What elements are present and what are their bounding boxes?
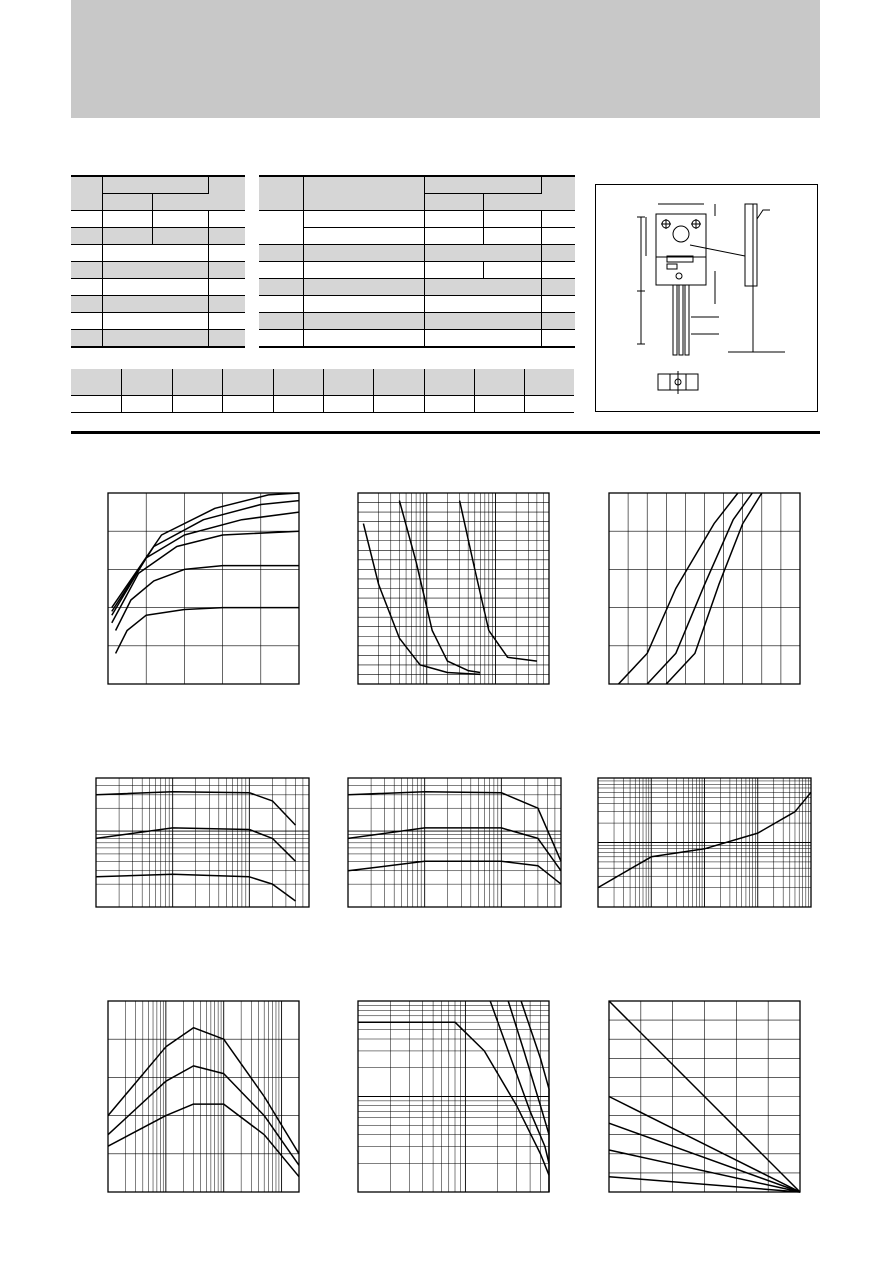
section-rule bbox=[71, 431, 820, 434]
package-outline-drawing bbox=[595, 184, 818, 412]
chart-9 bbox=[609, 1001, 800, 1192]
chart-series-line bbox=[112, 493, 299, 608]
chart-gridlines bbox=[358, 1001, 549, 1192]
chart-series-line bbox=[116, 608, 299, 654]
header-band bbox=[71, 0, 820, 118]
chart-series-line bbox=[647, 493, 752, 684]
chart-6 bbox=[598, 778, 811, 907]
chart-4 bbox=[96, 778, 309, 907]
chart-gridlines bbox=[108, 493, 299, 684]
chart-series-line bbox=[348, 861, 561, 884]
chart-3 bbox=[609, 493, 800, 684]
chart-8 bbox=[358, 1001, 549, 1192]
chart-gridlines bbox=[108, 1001, 299, 1192]
chart-gridlines bbox=[598, 778, 811, 907]
chart-series-line bbox=[108, 1104, 299, 1177]
chart-series-line bbox=[112, 512, 299, 615]
chart-gridlines bbox=[358, 493, 549, 684]
chart-series-line bbox=[112, 501, 299, 612]
chart-1 bbox=[108, 493, 299, 684]
chart-5 bbox=[348, 778, 561, 907]
chart-series-line bbox=[358, 1022, 549, 1175]
chart-series-line bbox=[363, 524, 480, 675]
classification-table bbox=[71, 369, 574, 413]
chart-frame bbox=[108, 493, 299, 684]
chart-series-line bbox=[348, 792, 561, 862]
chart-2 bbox=[358, 493, 549, 684]
chart-series-line bbox=[490, 1001, 549, 1163]
characteristics-table bbox=[259, 175, 575, 348]
chart-gridlines bbox=[609, 493, 800, 684]
chart-series-line bbox=[619, 493, 738, 684]
chart-series-line bbox=[666, 493, 762, 684]
chart-frame bbox=[348, 778, 561, 907]
chart-7 bbox=[108, 1001, 299, 1192]
chart-series-line bbox=[460, 501, 537, 661]
chart-series-line bbox=[108, 1028, 299, 1154]
chart-gridlines bbox=[348, 778, 561, 907]
ratings-table bbox=[71, 175, 245, 348]
chart-series-line bbox=[116, 566, 299, 631]
chart-frame bbox=[108, 1001, 299, 1192]
